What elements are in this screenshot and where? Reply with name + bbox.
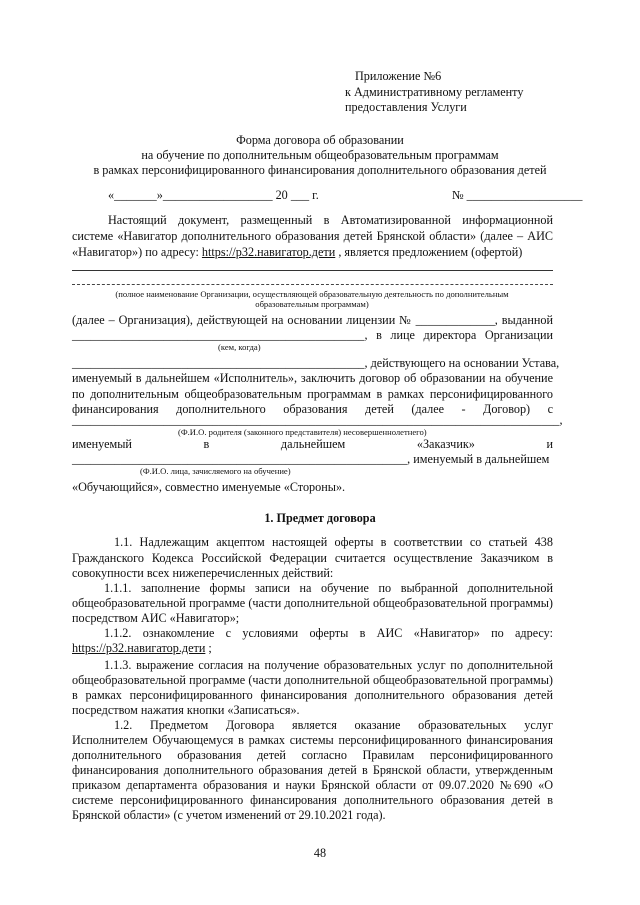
word-customer: «Заказчик» bbox=[416, 437, 475, 451]
appendix-line-2: к Административному регламенту bbox=[345, 85, 524, 99]
p113-line-2: общеобразовательной программе (части дополнительной общеобразовательной программы) bbox=[72, 673, 553, 687]
p112-line-2 bbox=[72, 641, 212, 656]
p111-line-2: общеобразовательной программе (части дополнительной общеобразовательной программы) bbox=[72, 596, 553, 610]
word-in: в bbox=[203, 437, 210, 451]
word-and: и bbox=[546, 437, 553, 451]
intro-line-8: по дополнительным общеобразовательным программам в рамках персонифицированного bbox=[72, 387, 553, 401]
p1-line-1: 1.1. Надлежащим акцептом настоящей оферты в соответствии со статьей 438 bbox=[114, 535, 553, 549]
p113-line-4: посредством нажатия кнопки «Записаться». bbox=[72, 703, 300, 717]
intro-line-9: финансирования дополнительного образования детей (далее - Договор) с bbox=[72, 402, 553, 416]
blank-line-org-2 bbox=[72, 284, 553, 285]
intro-line-3 bbox=[72, 245, 522, 260]
contract-date-field: «_______»__________________ 20 ___ г. bbox=[108, 188, 319, 202]
intro-line-10: ________________________________________________________________________________, bbox=[72, 413, 563, 427]
p12-line-7: Брянской области» (с учетом изменений от 29.10.2021 года). bbox=[72, 808, 386, 822]
p12-line-5: приказом департамента образования и науки Брянской области от 09.07.2020 №690 «О bbox=[72, 778, 553, 792]
intro-line-7: именуемый в дальнейшем «Исполнитель», заключить договор об образовании на обучение bbox=[72, 371, 553, 385]
form-title: Форма договора об образовании bbox=[236, 133, 404, 147]
appendix-line-3: предоставления Услуги bbox=[345, 100, 467, 114]
word-further: дальнейшем bbox=[280, 437, 346, 451]
intro-line-3-end: , является предложением (офертой) bbox=[335, 245, 523, 259]
p12-line-1: 1.2. Предметом Договора является оказание образовательных услуг bbox=[114, 718, 553, 732]
p113-line-3: в рамках персонифицированного финансирования дополнительного образования детей bbox=[72, 688, 553, 702]
p113-line-1: 1.1.3. выражение согласия на получение образовательных услуг по дополнительной bbox=[104, 658, 553, 672]
intro-line-13: «Обучающийся», совместно именуемые «Стороны». bbox=[72, 480, 346, 494]
p112-line-1: 1.1.2. ознакомление с условиями оферты в АИС «Навигатор» по адресу: bbox=[104, 626, 553, 640]
page-number: 48 bbox=[313, 846, 327, 860]
navigator-link-2[interactable]: https://р32.навигатор.дети bbox=[72, 641, 206, 655]
p111-line-3: посредством АИС «Навигатор»; bbox=[72, 611, 240, 625]
caption-parent-name: (Ф.И.О. родителя (законного представителя) несовершеннолетнего) bbox=[178, 427, 427, 437]
intro-line-5: ________________________________________________, в лице директора Организации bbox=[72, 328, 553, 342]
intro-line-3-start: «Навигатор») по адресу: bbox=[72, 245, 202, 259]
contract-number-field: № ___________________ bbox=[452, 188, 583, 202]
form-subtitle-2: в рамках персонифицированного финансирования дополнительного образования детей bbox=[93, 163, 547, 177]
caption-student-name: (Ф.И.О. лица, зачисляемого на обучение) bbox=[140, 466, 291, 476]
p112-tail: ; bbox=[205, 641, 212, 655]
caption-org-name-2: образовательным программам) bbox=[255, 299, 369, 309]
p12-line-4: финансирования дополнительного образования детей в Брянской области, утвержденным bbox=[72, 763, 553, 777]
p1-line-3: совокупности всех нижеперечисленных действий: bbox=[72, 566, 334, 580]
intro-line-11 bbox=[72, 437, 553, 452]
p12-line-3: дополнительного образования детей согласно Правилам персонифицированного bbox=[72, 748, 553, 762]
p1-line-2: Гражданского Кодекса Российской Федерации считается осуществление Заказчиком в bbox=[72, 551, 553, 565]
appendix-title: Приложение №6 bbox=[355, 69, 442, 83]
form-subtitle-1: на обучение по дополнительным общеобразовательным программам bbox=[141, 148, 499, 162]
intro-line-2: системе «Навигатор дополнительного образования детей Брянской области» (далее – АИС bbox=[72, 229, 553, 243]
word-named: именуемый bbox=[72, 437, 132, 451]
caption-org-name: (полное наименование Организации, осуществляющей образовательную деятельность по дополнительным bbox=[115, 289, 509, 299]
section-1-heading: 1. Предмет договора bbox=[264, 511, 376, 525]
p12-line-6: системе персонифицированного финансирования дополнительного образования детей в bbox=[72, 793, 553, 807]
blank-line-org bbox=[72, 270, 553, 271]
intro-line-12: _______________________________________________________, именуемый в дальнейшем bbox=[72, 452, 550, 466]
intro-line-6: ________________________________________________, действующего на основании Устава, bbox=[72, 356, 560, 370]
caption-issued-by: (кем, когда) bbox=[218, 342, 261, 352]
navigator-link[interactable]: https://р32.навигатор.дети bbox=[201, 245, 336, 259]
p111-line-1: 1.1.1. заполнение формы записи на обучение по выбранной дополнительной bbox=[104, 581, 553, 595]
p12-line-2: Исполнителем Обучающемуся в рамках системы персонифицированного финансирования bbox=[72, 733, 553, 747]
intro-line-1: Настоящий документ, размещенный в Автоматизированной информационной bbox=[108, 213, 553, 227]
intro-line-4: (далее – Организация), действующей на основании лицензии № _____________, выданной bbox=[72, 313, 553, 327]
